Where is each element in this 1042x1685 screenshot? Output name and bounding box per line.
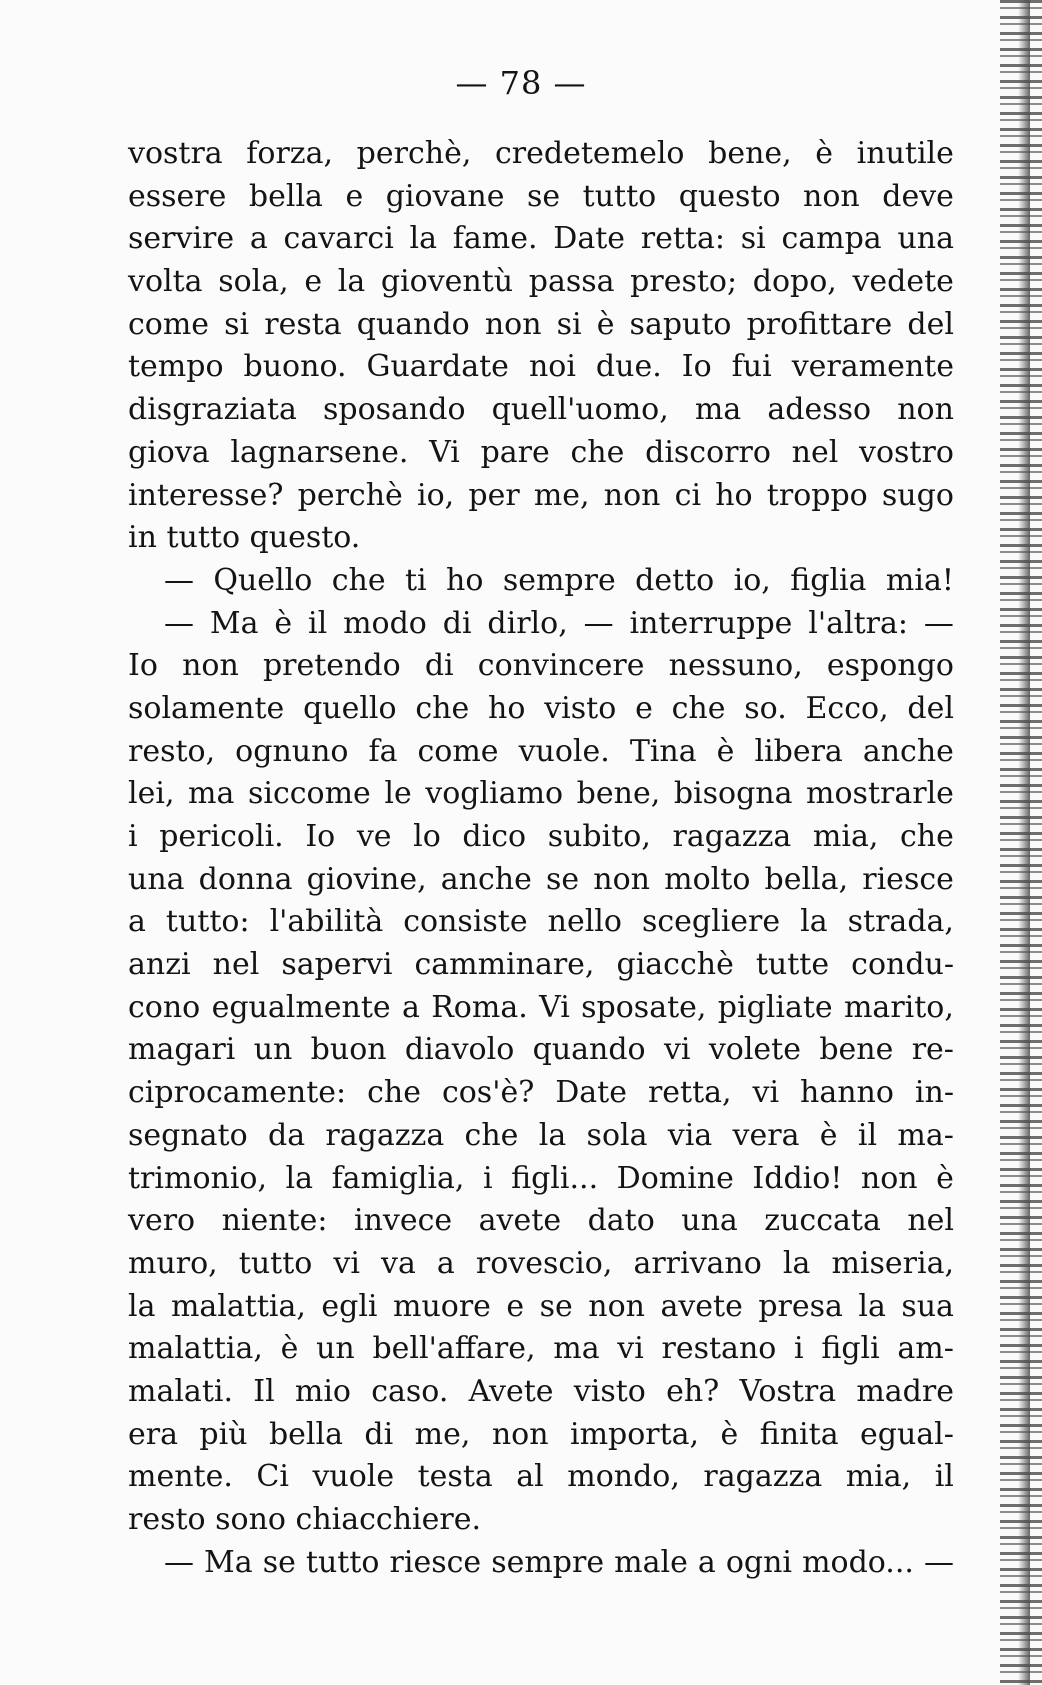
text-line: disgraziata sposando quell'uomo, ma adesso non bbox=[128, 392, 954, 428]
text-line: muro, tutto vi va a rovescio, arrivano la miseria, bbox=[128, 1245, 954, 1281]
text-line: una donna giovine, anche se non molto bella, riesce bbox=[128, 861, 954, 897]
text-line: malati. Il mio caso. Avete visto eh? Vostra madre bbox=[128, 1373, 954, 1409]
text-line: in tutto questo. bbox=[128, 520, 361, 556]
text-line: i pericoli. Io ve lo dico subito, ragazza mia, che bbox=[128, 819, 954, 854]
text-line: lei, ma siccome le vogliamo bene, bisogna mostrarle bbox=[128, 776, 954, 812]
text-line: giova lagnarsene. Vi pare che discorro nel vostro bbox=[128, 434, 954, 470]
text-line: — Ma è il modo di dirlo, — interruppe l'altra: — bbox=[164, 605, 954, 641]
text-line: a tutto: l'abilità consiste nello scegliere la strada, bbox=[128, 904, 954, 940]
text-line: resto, ognuno fa come vuole. Tina è libera anche bbox=[128, 733, 954, 769]
text-line: volta sola, e la gioventù passa presto; dopo, vedete bbox=[128, 264, 954, 300]
text-line: mente. Ci vuole testa al mondo, ragazza mia, il bbox=[128, 1459, 954, 1495]
text-line: malattia, è un bell'affare, ma vi restano i figli am- bbox=[128, 1331, 954, 1367]
text-line: tempo buono. Guardate noi due. Io fui veramente bbox=[128, 349, 954, 385]
text-line: essere bella e giovane se tutto questo non deve bbox=[128, 178, 954, 214]
text-line: trimonio, la famiglia, i figli... Domine Iddio! non è bbox=[128, 1160, 954, 1196]
text-line: la malattia, egli muore e se non avete presa la sua bbox=[128, 1288, 954, 1324]
text-line: segnato da ragazza che la sola via vera è il ma- bbox=[128, 1117, 954, 1153]
text-line: vostra forza, perchè, credetemelo bene, è inutile bbox=[128, 136, 954, 171]
text-line: interesse? perchè io, per me, non ci ho troppo sugo bbox=[128, 477, 954, 513]
text-line: servire a cavarci la fame. Date retta: si campa una bbox=[128, 221, 954, 257]
page-number: — 78 — bbox=[455, 64, 587, 102]
text-line: vero niente: invece avete dato una zuccata nel bbox=[128, 1203, 954, 1239]
text-line: Io non pretendo di convincere nessuno, espongo bbox=[128, 648, 954, 684]
body-text bbox=[128, 133, 954, 1584]
text-line: cono egualmente a Roma. Vi sposate, pigliate marito, bbox=[128, 989, 954, 1025]
scan-edge-shadow bbox=[1000, 0, 1042, 1685]
text-line: magari un buon diavolo quando vi volete bene re- bbox=[128, 1032, 954, 1068]
text-line: era più bella di me, non importa, è finita egual- bbox=[128, 1416, 954, 1452]
text-line: come si resta quando non si è saputo profittare del bbox=[128, 306, 954, 342]
text-line: anzi nel sapervi camminare, giacchè tutte condu- bbox=[128, 947, 954, 983]
scan-edge-binding bbox=[1018, 0, 1030, 1685]
text-line: — Quello che ti ho sempre detto io, figlia mia! bbox=[164, 562, 954, 598]
text-line: — Ma se tutto riesce sempre male a ogni modo... — bbox=[164, 1544, 954, 1580]
text-line: solamente quello che ho visto e che so. Ecco, del bbox=[128, 690, 954, 726]
text-line: ciprocamente: che cos'è? Date retta, vi hanno in- bbox=[128, 1075, 954, 1111]
text-line: resto sono chiacchiere. bbox=[128, 1502, 482, 1537]
